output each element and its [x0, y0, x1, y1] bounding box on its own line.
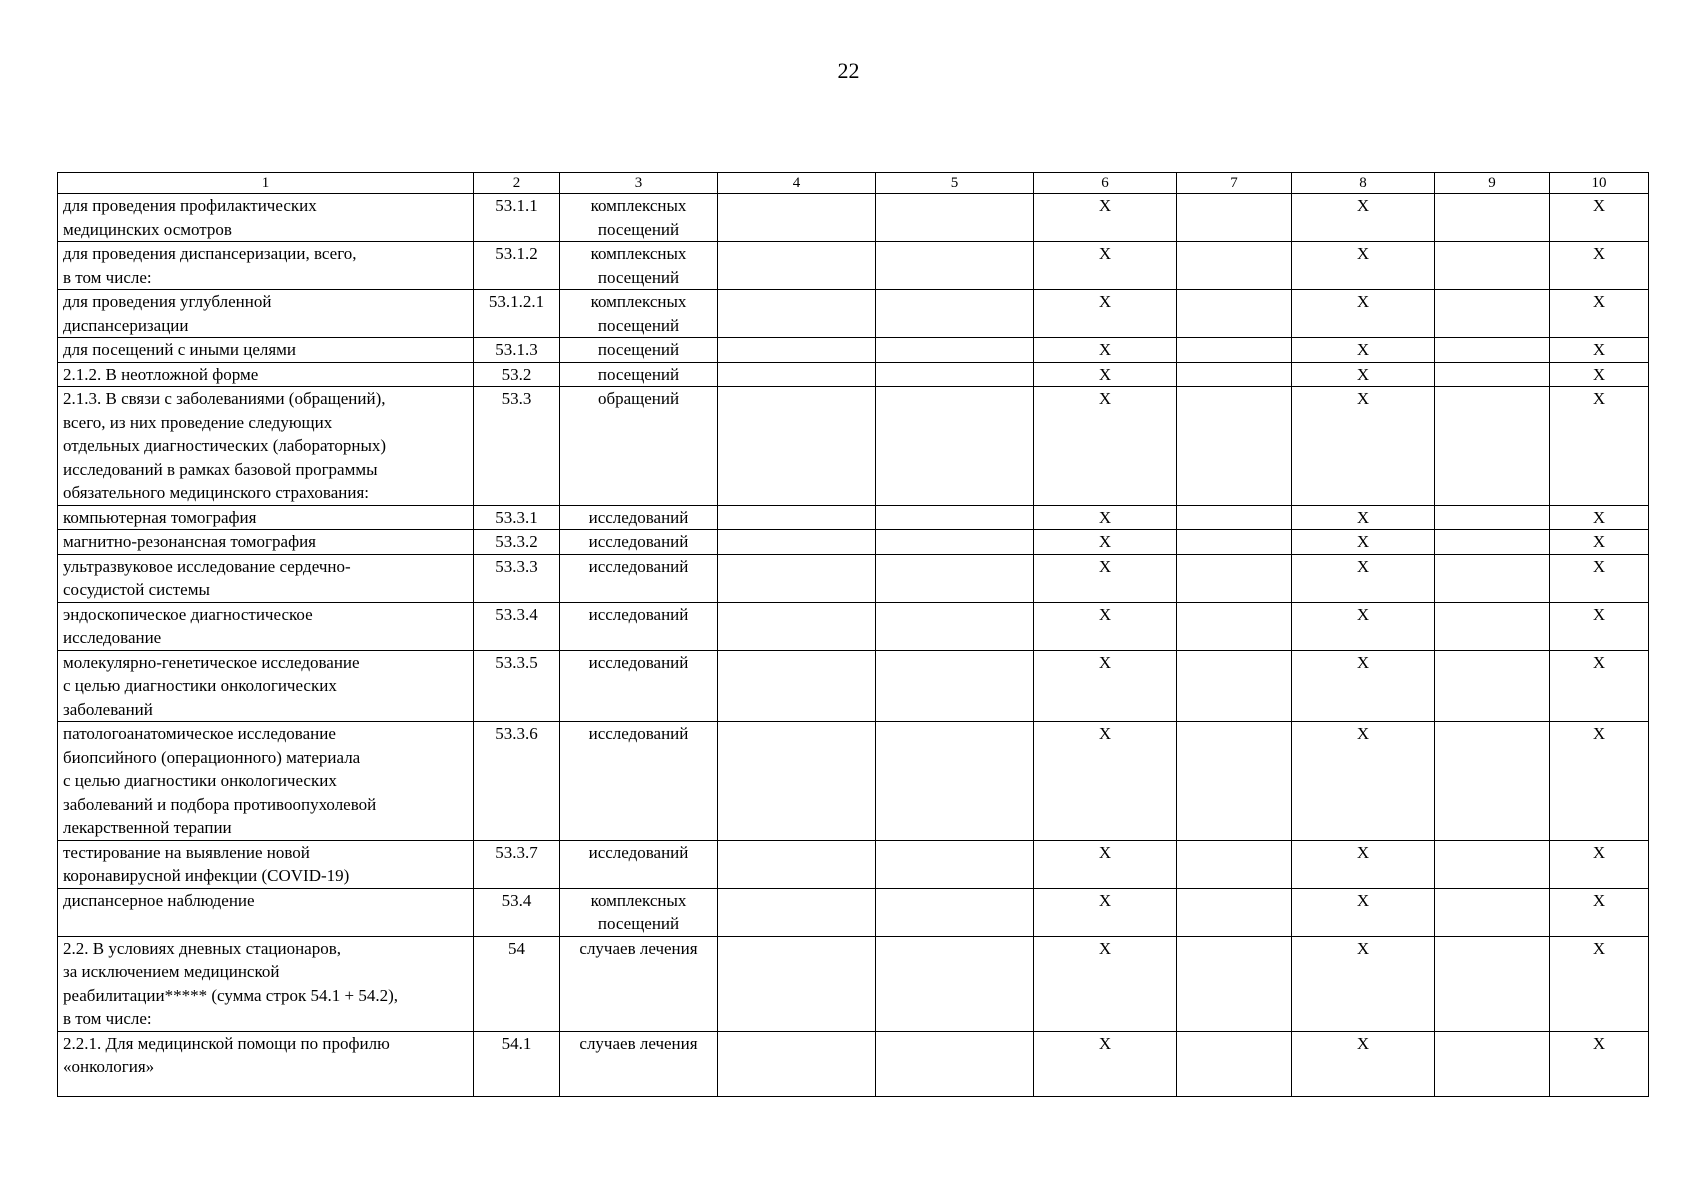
cell-col-6: X — [1034, 362, 1177, 387]
cell-col-6: X — [1034, 1031, 1177, 1096]
cell-col-7 — [1177, 1031, 1292, 1096]
cell-col-6: X — [1034, 530, 1177, 555]
cell-col-10: X — [1550, 387, 1649, 506]
cell-col-10: X — [1550, 338, 1649, 363]
cell-col-10: X — [1550, 840, 1649, 888]
table-row — [58, 936, 1649, 1031]
cell-col-5 — [876, 338, 1034, 363]
cell-col-9 — [1435, 888, 1550, 936]
table-row — [58, 530, 1649, 555]
cell-col-9 — [1435, 840, 1550, 888]
row-unit: комплексных посещений — [560, 290, 718, 338]
row-name: магнитно-резонансная томография — [58, 530, 474, 555]
column-number-row — [58, 173, 1649, 194]
cell-col-8: X — [1292, 530, 1435, 555]
cell-col-9 — [1435, 602, 1550, 650]
cell-col-8: X — [1292, 602, 1435, 650]
row-name: для проведения углубленной диспансеризации — [58, 290, 474, 338]
column-header-4: 4 — [718, 173, 876, 194]
row-unit: исследований — [560, 505, 718, 530]
row-name: 2.2. В условиях дневных стационаров, за исключением медицинской реабилитации***** (сумма строк 54.1 + 54.2), в том числе: — [58, 936, 474, 1031]
table-row — [58, 888, 1649, 936]
cell-col-6: X — [1034, 554, 1177, 602]
cell-col-8: X — [1292, 362, 1435, 387]
row-unit: обращений — [560, 387, 718, 506]
row-unit: исследований — [560, 840, 718, 888]
cell-col-4 — [718, 1031, 876, 1096]
table-row — [58, 362, 1649, 387]
cell-col-4 — [718, 936, 876, 1031]
row-name: 2.2.1. Для медицинской помощи по профилю «онкология» — [58, 1031, 474, 1096]
column-header-8: 8 — [1292, 173, 1435, 194]
row-code: 53.2 — [474, 362, 560, 387]
row-code: 53.1.1 — [474, 194, 560, 242]
column-header-3: 3 — [560, 173, 718, 194]
cell-col-10: X — [1550, 362, 1649, 387]
cell-col-6: X — [1034, 290, 1177, 338]
cell-col-5 — [876, 387, 1034, 506]
row-name: молекулярно-генетическое исследование с целью диагностики онкологических заболеваний — [58, 650, 474, 722]
column-header-7: 7 — [1177, 173, 1292, 194]
cell-col-5 — [876, 242, 1034, 290]
cell-col-9 — [1435, 290, 1550, 338]
cell-col-5 — [876, 602, 1034, 650]
cell-col-5 — [876, 554, 1034, 602]
row-code: 53.4 — [474, 888, 560, 936]
data-table — [57, 172, 1649, 1097]
cell-col-4 — [718, 362, 876, 387]
cell-col-8: X — [1292, 1031, 1435, 1096]
table-row — [58, 602, 1649, 650]
column-header-9: 9 — [1435, 173, 1550, 194]
cell-col-6: X — [1034, 602, 1177, 650]
cell-col-4 — [718, 194, 876, 242]
cell-col-4 — [718, 505, 876, 530]
table-row — [58, 505, 1649, 530]
row-name: тестирование на выявление новой коронавирусной инфекции (COVID-19) — [58, 840, 474, 888]
cell-col-10: X — [1550, 194, 1649, 242]
cell-col-6: X — [1034, 505, 1177, 530]
cell-col-7 — [1177, 505, 1292, 530]
column-header-6: 6 — [1034, 173, 1177, 194]
cell-col-4 — [718, 840, 876, 888]
cell-col-6: X — [1034, 650, 1177, 722]
table-row — [58, 242, 1649, 290]
column-header-10: 10 — [1550, 173, 1649, 194]
cell-col-7 — [1177, 387, 1292, 506]
row-name: эндоскопическое диагностическое исследование — [58, 602, 474, 650]
cell-col-5 — [876, 530, 1034, 555]
row-unit: исследований — [560, 650, 718, 722]
cell-col-8: X — [1292, 722, 1435, 841]
cell-col-7 — [1177, 722, 1292, 841]
cell-col-8: X — [1292, 505, 1435, 530]
cell-col-5 — [876, 888, 1034, 936]
cell-col-6: X — [1034, 194, 1177, 242]
row-name: 2.1.2. В неотложной форме — [58, 362, 474, 387]
row-name: 2.1.3. В связи с заболеваниями (обращений), всего, из них проведение следующих отдельных диагностических (лабораторных) исследований в рамках базовой программы обязательного медицинского страхования: — [58, 387, 474, 506]
cell-col-6: X — [1034, 338, 1177, 363]
cell-col-8: X — [1292, 242, 1435, 290]
cell-col-9 — [1435, 505, 1550, 530]
row-code: 53.3.2 — [474, 530, 560, 555]
row-code: 54.1 — [474, 1031, 560, 1096]
cell-col-9 — [1435, 554, 1550, 602]
cell-col-7 — [1177, 936, 1292, 1031]
cell-col-6: X — [1034, 242, 1177, 290]
cell-col-6: X — [1034, 936, 1177, 1031]
cell-col-6: X — [1034, 840, 1177, 888]
cell-col-8: X — [1292, 936, 1435, 1031]
cell-col-10: X — [1550, 722, 1649, 841]
cell-col-5 — [876, 722, 1034, 841]
row-unit: комплексных посещений — [560, 242, 718, 290]
cell-col-6: X — [1034, 387, 1177, 506]
row-unit: посещений — [560, 362, 718, 387]
cell-col-5 — [876, 290, 1034, 338]
cell-col-8: X — [1292, 554, 1435, 602]
cell-col-8: X — [1292, 290, 1435, 338]
row-code: 53.3.7 — [474, 840, 560, 888]
row-unit: исследований — [560, 722, 718, 841]
cell-col-4 — [718, 554, 876, 602]
cell-col-10: X — [1550, 888, 1649, 936]
cell-col-7 — [1177, 290, 1292, 338]
cell-col-5 — [876, 194, 1034, 242]
cell-col-9 — [1435, 362, 1550, 387]
cell-col-5 — [876, 362, 1034, 387]
cell-col-4 — [718, 722, 876, 841]
cell-col-7 — [1177, 650, 1292, 722]
row-unit: комплексных посещений — [560, 194, 718, 242]
row-name: для проведения профилактических медицинских осмотров — [58, 194, 474, 242]
cell-col-6: X — [1034, 722, 1177, 841]
table-row — [58, 338, 1649, 363]
cell-col-7 — [1177, 840, 1292, 888]
row-code: 53.3 — [474, 387, 560, 506]
row-code: 53.1.2 — [474, 242, 560, 290]
cell-col-8: X — [1292, 194, 1435, 242]
cell-col-4 — [718, 338, 876, 363]
cell-col-9 — [1435, 387, 1550, 506]
page-number: 22 — [837, 58, 860, 83]
cell-col-6: X — [1034, 888, 1177, 936]
cell-col-7 — [1177, 554, 1292, 602]
cell-col-8: X — [1292, 650, 1435, 722]
row-code: 53.3.1 — [474, 505, 560, 530]
row-code: 53.1.2.1 — [474, 290, 560, 338]
table-row — [58, 722, 1649, 841]
cell-col-7 — [1177, 242, 1292, 290]
cell-col-10: X — [1550, 242, 1649, 290]
column-header-2: 2 — [474, 173, 560, 194]
row-code: 53.1.3 — [474, 338, 560, 363]
row-unit: случаев лечения — [560, 1031, 718, 1096]
cell-col-8: X — [1292, 888, 1435, 936]
cell-col-9 — [1435, 242, 1550, 290]
table-row — [58, 387, 1649, 506]
column-header-1: 1 — [58, 173, 474, 194]
cell-col-10: X — [1550, 936, 1649, 1031]
table-body — [58, 194, 1649, 1097]
table-row — [58, 1031, 1649, 1096]
row-code: 54 — [474, 936, 560, 1031]
cell-col-10: X — [1550, 530, 1649, 555]
cell-col-10: X — [1550, 290, 1649, 338]
cell-col-9 — [1435, 936, 1550, 1031]
cell-col-5 — [876, 505, 1034, 530]
table-row — [58, 554, 1649, 602]
row-unit: исследований — [560, 554, 718, 602]
row-name: диспансерное наблюдение — [58, 888, 474, 936]
cell-col-10: X — [1550, 602, 1649, 650]
row-unit: исследований — [560, 602, 718, 650]
row-code: 53.3.4 — [474, 602, 560, 650]
table-row — [58, 194, 1649, 242]
column-header-5: 5 — [876, 173, 1034, 194]
row-code: 53.3.6 — [474, 722, 560, 841]
cell-col-9 — [1435, 194, 1550, 242]
row-name: компьютерная томография — [58, 505, 474, 530]
cell-col-4 — [718, 387, 876, 506]
cell-col-4 — [718, 602, 876, 650]
cell-col-9 — [1435, 722, 1550, 841]
cell-col-5 — [876, 1031, 1034, 1096]
cell-col-8: X — [1292, 387, 1435, 506]
row-code: 53.3.3 — [474, 554, 560, 602]
cell-col-4 — [718, 242, 876, 290]
cell-col-10: X — [1550, 554, 1649, 602]
row-unit: комплексных посещений — [560, 888, 718, 936]
row-code: 53.3.5 — [474, 650, 560, 722]
cell-col-5 — [876, 936, 1034, 1031]
cell-col-4 — [718, 650, 876, 722]
cell-col-7 — [1177, 602, 1292, 650]
cell-col-7 — [1177, 194, 1292, 242]
row-unit: исследований — [560, 530, 718, 555]
cell-col-4 — [718, 888, 876, 936]
cell-col-8: X — [1292, 338, 1435, 363]
row-name: для проведения диспансеризации, всего, в том числе: — [58, 242, 474, 290]
table-row — [58, 840, 1649, 888]
cell-col-10: X — [1550, 505, 1649, 530]
cell-col-10: X — [1550, 650, 1649, 722]
cell-col-4 — [718, 290, 876, 338]
cell-col-9 — [1435, 338, 1550, 363]
cell-col-7 — [1177, 888, 1292, 936]
cell-col-5 — [876, 840, 1034, 888]
cell-col-8: X — [1292, 840, 1435, 888]
row-name: ультразвуковое исследование сердечно- сосудистой системы — [58, 554, 474, 602]
cell-col-7 — [1177, 362, 1292, 387]
row-name: для посещений с иными целями — [58, 338, 474, 363]
cell-col-9 — [1435, 1031, 1550, 1096]
cell-col-10: X — [1550, 1031, 1649, 1096]
row-name: патологоанатомическое исследование биопсийного (операционного) материала с целью диагностики онкологических заболеваний и подбора противоопухолевой лекарственной терапии — [58, 722, 474, 841]
cell-col-4 — [718, 530, 876, 555]
cell-col-5 — [876, 650, 1034, 722]
cell-col-9 — [1435, 650, 1550, 722]
row-unit: посещений — [560, 338, 718, 363]
cell-col-7 — [1177, 338, 1292, 363]
row-unit: случаев лечения — [560, 936, 718, 1031]
cell-col-7 — [1177, 530, 1292, 555]
table-row — [58, 650, 1649, 722]
cell-col-9 — [1435, 530, 1550, 555]
table-row — [58, 290, 1649, 338]
